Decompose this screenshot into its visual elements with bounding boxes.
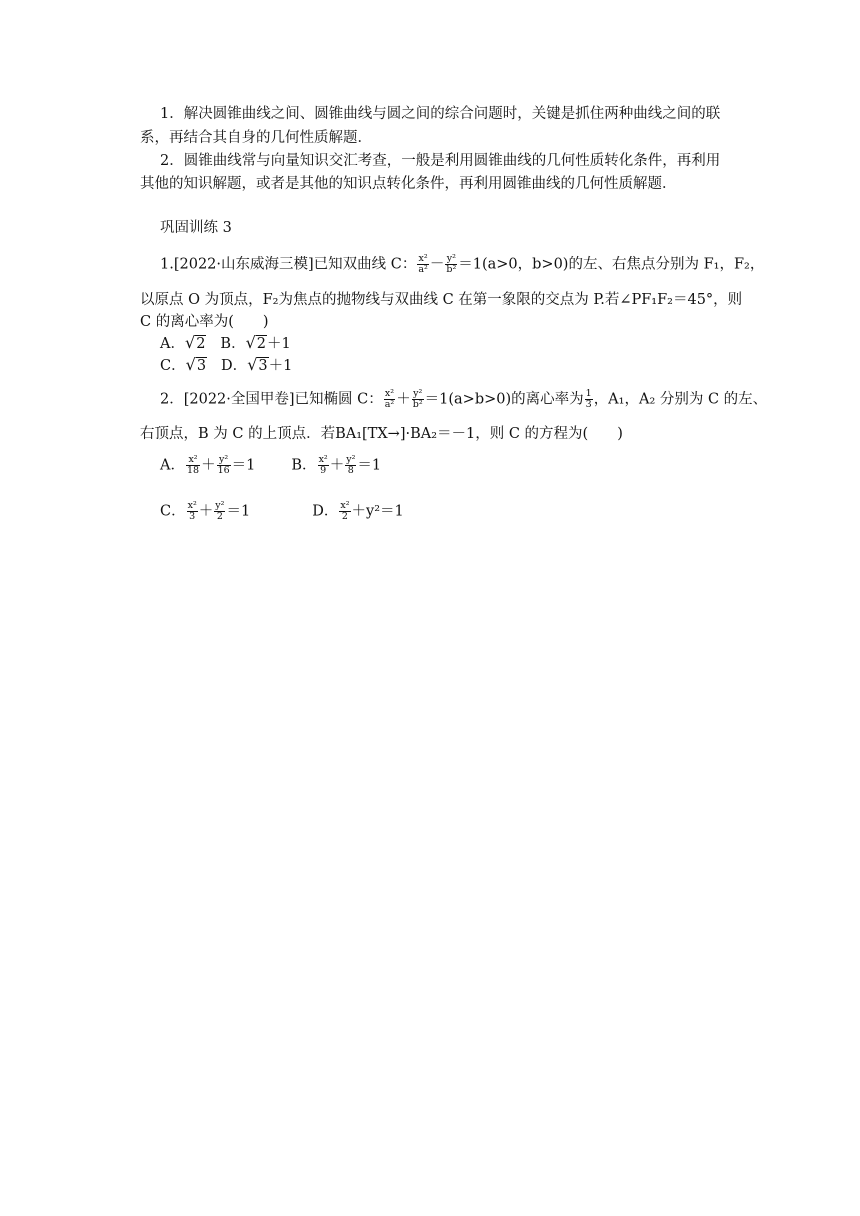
question-2-line-1: 2．[2022·全国甲卷]已知椭圆 C： $\frac{\text{x²}}{\text{a²}}$ ＋ $\frac{\text{y²}}{\text{b²}}$ ＝1(a>b>0)的离心率为 $\frac{1}{3}$ ，A₁，A₂ 分别为 C 的左、 bbox=[160, 388, 768, 410]
fraction: $\frac{\text{x²}}{\text{a²}}$ bbox=[384, 388, 395, 410]
fraction: $\frac{\text{y²}}{8}$ bbox=[346, 454, 356, 476]
option-c-label: C． bbox=[160, 503, 186, 520]
fraction: $\frac{\text{x²}}{2}$ bbox=[340, 500, 350, 522]
tip-1-line-2: 系，再结合其自身的几何性质解题． bbox=[140, 130, 372, 146]
question-2-options-cd: C． $\frac{\text{x²}}{3}$ ＋ $\frac{\text{y²}}{2}$ ＝1 D． $\frac{\text{x²}}{2}$ ＋y²＝1 bbox=[160, 500, 404, 522]
question-1-intro: 1.[2022·山东威海三模]已知双曲线 C： bbox=[160, 256, 417, 273]
question-1-options-ab: A．√2 B．√2＋1 bbox=[160, 333, 291, 352]
sqrt-symbol: √2 bbox=[184, 333, 206, 352]
sqrt-symbol: √2 bbox=[245, 333, 267, 352]
fraction: $\frac{\text{x²}}{\text{a²}}$ bbox=[418, 253, 428, 275]
option-d-label: D． bbox=[221, 358, 248, 374]
section-title: 巩固训练 3 bbox=[160, 220, 232, 236]
question-2-options-ab: A． $\frac{\text{x²}}{18}$ ＋ $\frac{\text{y²}}{16}$ ＝1 B． $\frac{\text{x²}}{9}$ ＋ $\frac{\text{y²}}{8}$ ＝1 bbox=[160, 454, 382, 476]
fraction: $\frac{\text{y²}}{\text{b²}}$ bbox=[446, 253, 457, 275]
fraction: $\frac{\text{x²}}{18}$ bbox=[186, 454, 200, 476]
tip-1-line-1: 1．解决圆锥曲线之间、圆锥曲线与圆之间的综合问题时，关键是抓住两种曲线之间的联 bbox=[160, 106, 721, 122]
fraction: $\frac{\text{y²}}{\text{b²}}$ bbox=[412, 388, 423, 410]
sqrt-symbol: √3 bbox=[185, 355, 207, 374]
option-d-label: D． bbox=[312, 503, 339, 520]
question-2-line-2: 右顶点，B 为 C 的上顶点．若BA₁[TX→]·BA₂＝－1，则 C 的方程为( ) bbox=[140, 426, 623, 442]
question-2-intro: 2．[2022·全国甲卷]已知椭圆 C： bbox=[160, 391, 383, 408]
option-b-label: B． bbox=[291, 457, 317, 474]
question-1-line-3: C 的离心率为( ) bbox=[140, 314, 269, 330]
option-a-label: A． bbox=[160, 457, 185, 474]
option-b-label: B． bbox=[220, 336, 246, 352]
question-1-line-2: 以原点 O 为顶点，F₂为焦点的抛物线与双曲线 C 在第一象限的交点为 P.若∠PF₁F₂＝45°，则 bbox=[140, 292, 743, 308]
tip-2-line-2: 其他的知识解题，或者是其他的知识点转化条件，再利用圆锥曲线的几何性质解题． bbox=[140, 176, 677, 192]
fraction: $\frac{\text{x²}}{3}$ bbox=[187, 500, 197, 522]
fraction: $\frac{\text{x²}}{9}$ bbox=[318, 454, 328, 476]
sqrt-symbol: √3 bbox=[247, 355, 268, 374]
fraction: $\frac{\text{y²}}{16}$ bbox=[217, 454, 230, 476]
question-1-line-1: 1.[2022·山东威海三模]已知双曲线 C： $\frac{\text{x²}}{\text{a²}}$ － $\frac{\text{y²}}{\text{b²}}$ ＝1(a>0，b>0)的左、右焦点分别为 F₁，F₂， bbox=[160, 253, 765, 275]
fraction: $\frac{\text{y²}}{2}$ bbox=[215, 500, 225, 522]
fraction: $\frac{1}{3}$ bbox=[585, 388, 592, 410]
tip-2-line-1: 2．圆锥曲线常与向量知识交汇考查，一般是利用圆锥曲线的几何性质转化条件，再利用 bbox=[160, 153, 721, 169]
question-1-options-cd: C．√3 D．√3＋1 bbox=[160, 355, 293, 374]
option-a-label: A． bbox=[160, 336, 185, 352]
option-c-label: C． bbox=[160, 358, 186, 374]
